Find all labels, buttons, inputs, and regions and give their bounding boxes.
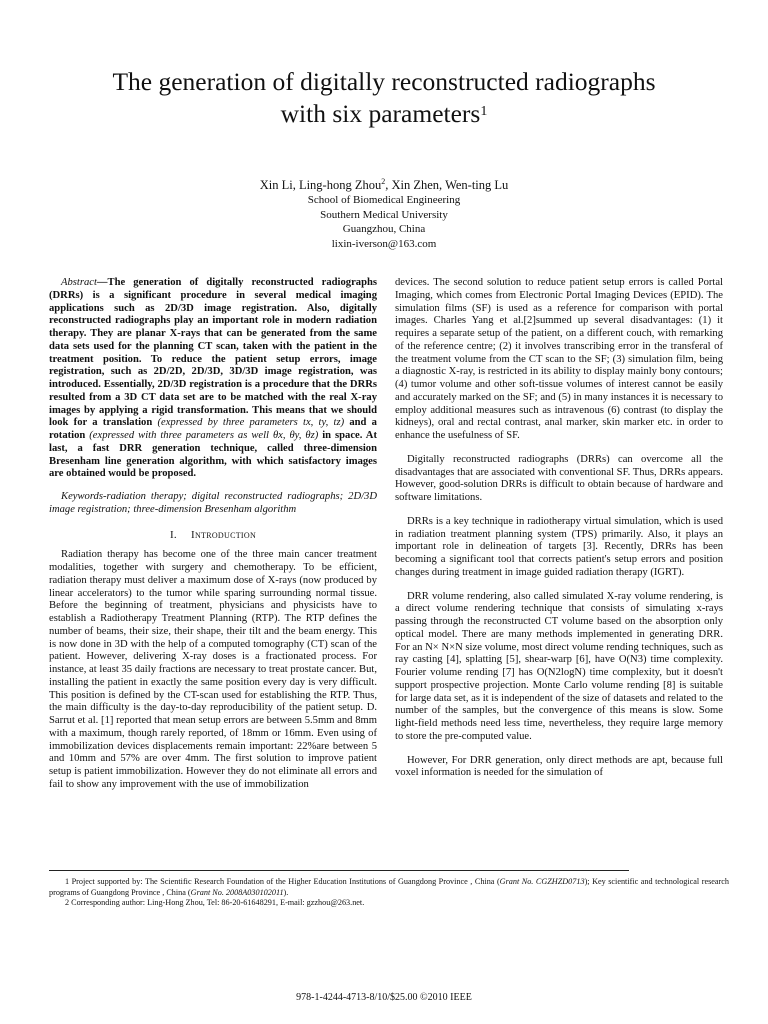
footnote-1-part-b: ); Key scientific and technological research programs of Guangdong Province , China ( bbox=[49, 877, 729, 897]
affiliation-block bbox=[0, 193, 768, 251]
authors-part-1: Xin Li, Ling-hong Zhou bbox=[259, 178, 382, 193]
left-column bbox=[49, 277, 377, 792]
keywords: Keywords-radiation therapy; digital reconstructed radiographs; 2D/3D image registration; three-dimension Bresenham algorithm bbox=[49, 491, 377, 515]
section-title: Introduction bbox=[190, 528, 257, 541]
abstract-text-2: and a rotation bbox=[49, 417, 377, 441]
right-paragraph-3: DRRs is a key technique in radiotherapy virtual simulation, which is used in radiation treatment planning system (TPS) primarily. Also, it plays an important role in delineation of targets [3]. Recently, DRRs has been becoming a significant tool that corrects patient's setup errors and position changes during treatment in image guided radiation therapy (IGRT). bbox=[395, 515, 723, 578]
footnote-1-grant-1: Grant No. CGZHZD0713 bbox=[499, 877, 585, 886]
section-heading-introduction bbox=[49, 529, 377, 542]
affiliation-university: Southern Medical University bbox=[320, 208, 448, 221]
title-line-1: The generation of digitally reconstructed radiographs bbox=[112, 67, 656, 96]
right-paragraph-2: Digitally reconstructed radiographs (DRRs) can overcome all the disadvantages that are associated with conventional SF. Thus, DRRs appears. However, good-solution DRRs is difficult to obtain because of hardware and software limitations. bbox=[395, 453, 723, 503]
authors-part-2: , Xin Zhen, Wen-ting Lu bbox=[385, 178, 509, 193]
footnotes bbox=[49, 877, 729, 909]
abstract-text-3: in space. At last, a fast DRR generation technique, called three-dimension Bresenham line generation algorithm, with which satisfactory images are obtained would be proposed. bbox=[49, 430, 377, 480]
title-line-2: with six parameters bbox=[280, 99, 481, 128]
author-list bbox=[0, 174, 768, 193]
abstract-label: Abstract bbox=[61, 277, 97, 288]
right-paragraph-4: DRR volume rendering, also called simulated X-ray volume rendering, is a direct volume rendering technique that consists of simulating x-rays passing through the reconstructed CT volume based on the absorption only optical model. There are many methods implemented in generating DRR. For an N× N×N size volume, most direct volume rending techniques, such as ray casting [4], splatting [5], shear-warp [6], have O(N3) time complexity. Fourier volume rending [7] has O(N2logN) time complexity, but it doesn't support prospective projection. Monte Carlo volume rending [8] is suitable for large data set, as it is independent of the size of datasets and related to the number of the samples, but the convergence of this means is slow. Some light-field methods need less time, nevertheless, they require large memory to store the pre-computed value. bbox=[395, 590, 723, 742]
abstract bbox=[49, 277, 377, 481]
abstract-text-1: —The generation of digitally reconstructed radiographs (DRRs) is a significant procedure in several medical imaging applications such as 2D/3D image registration. Also, digitally reconstructed radiographs play an important role in modern radiation therapy. They are planar X-rays that can be generated from the same data sets used for the planning CT scan, taken with the patient in the treatment position. To reduce the patient setup errors, image registration, such as 2D/2D, 2D/3D, 3D/3D image registration, was introduced. Essentially, 2D/3D registration is a procedure that the DRRs resulted from a 3D CT data set are to be matched with the real X-ray images by applying a rigid transformation. This means that we should look for a translation bbox=[49, 277, 377, 429]
corresponding-author-mark: 2 bbox=[381, 177, 386, 186]
abstract-translation-params: (expressed by three parameters tx, ty, tz) bbox=[157, 417, 345, 429]
footnote-1-part-c: ). bbox=[283, 887, 289, 897]
right-paragraph-1: devices. The second solution to reduce patient setup errors is called Portal Imaging, which comes from Electronic Portal Imaging Devices (EPID). The simulation films (SF) is used as a reference for comparison with portal images. Charles Yang et al.[2]summed up several disadvantages: (1) it requires a separate setup of the patient, on a different couch, with remarking of the reference centre; (2) it involves transcribing error in the transferal of the treatment volume from the CT scan to the SF; (3) simulation film, being a diagnostic X-ray, is restricted in its ability to display mainly bony contours; (4) tumor volume and other soft-tissue volumes of interest cannot be easily and accurately marked on the SF; and (5) in many instances it is necessary to employ additional measures such as intravenous (6) contrast (to display the kidneys), oral and rectal contrast, anal marker, skin marker etc. in order to enhance the usefulness of SF. bbox=[395, 277, 723, 441]
right-column bbox=[395, 277, 723, 780]
title-footnote-mark: 1 bbox=[480, 104, 488, 119]
section-number: I. bbox=[169, 528, 177, 541]
intro-paragraph-1: Radiation therapy has become one of the three main cancer treatment modalities, together with surgery and chemotherapy. To be efficient, radiation therapy must deliver a maximum dose of X-rays (now produced by linear accelerators) to the tumor while sparing surrounding normal tissue. Before the beginning of treatment, physicians and physicists have to establish a Radiotherapy Treatment Planning (RTP). The RTP defines the number of beams, their size, their shape, their tilt and the beam energy. This is now done in 3D with the help of a computed tomography (CT) scan of the patient. However, delivering X-ray doses is a fractionated process. For instance, at least 35 daily fractions are necessary to treat prostate cancer. But, installing the patient in exactly the same position every day is very difficult. This position is defined by the CT-scan used for establishing the RTP. Thus, the main difficulty is the day-to-day reproducibility of the patient setup. D. Sarrut et al. [1] reported that mean setup errors are between 5.5mm and 8mm with a maximum, though rarely reported, of 18mm or 16mm. Even using of immobilization devices displacements remain important: 22%are between 5 and 10mm and 57% are over 4mm. The first solution to improve patient setup is patient immobilization. However they do not eliminate all errors and fail to show any improvement with the use of immobilization bbox=[49, 549, 377, 790]
footnote-1 bbox=[49, 877, 729, 898]
affiliation-school: School of Biomedical Engineering bbox=[307, 194, 461, 206]
copyright-notice: 978-1-4244-4713-8/10/$25.00 ©2010 IEEE bbox=[296, 992, 472, 1003]
affiliation-location: Guangzhou, China bbox=[342, 223, 426, 235]
abstract-rotation-params: (expressed with three parameters as well θx, θy, θz) bbox=[89, 430, 319, 441]
affiliation-email: lixin-iverson@163.com bbox=[331, 237, 437, 250]
footnote-2: 2 Corresponding author: Ling-Hong Zhou, Tel: 86-20-61648291, E-mail: gzzhou@263.net. bbox=[65, 898, 365, 907]
paper-title bbox=[40, 66, 728, 130]
footnote-1-part-a: 1 Project supported by: The Scientific Research Foundation of the Higher Education Institutions of Guangdong Province , China ( bbox=[65, 877, 500, 886]
footnote-1-grant-2: Grant No. 2008A030102011 bbox=[190, 887, 284, 897]
footnote-divider bbox=[49, 870, 629, 871]
right-paragraph-5: However, For DRR generation, only direct methods are apt, because full voxel information is needed for the simulation of bbox=[395, 754, 723, 779]
